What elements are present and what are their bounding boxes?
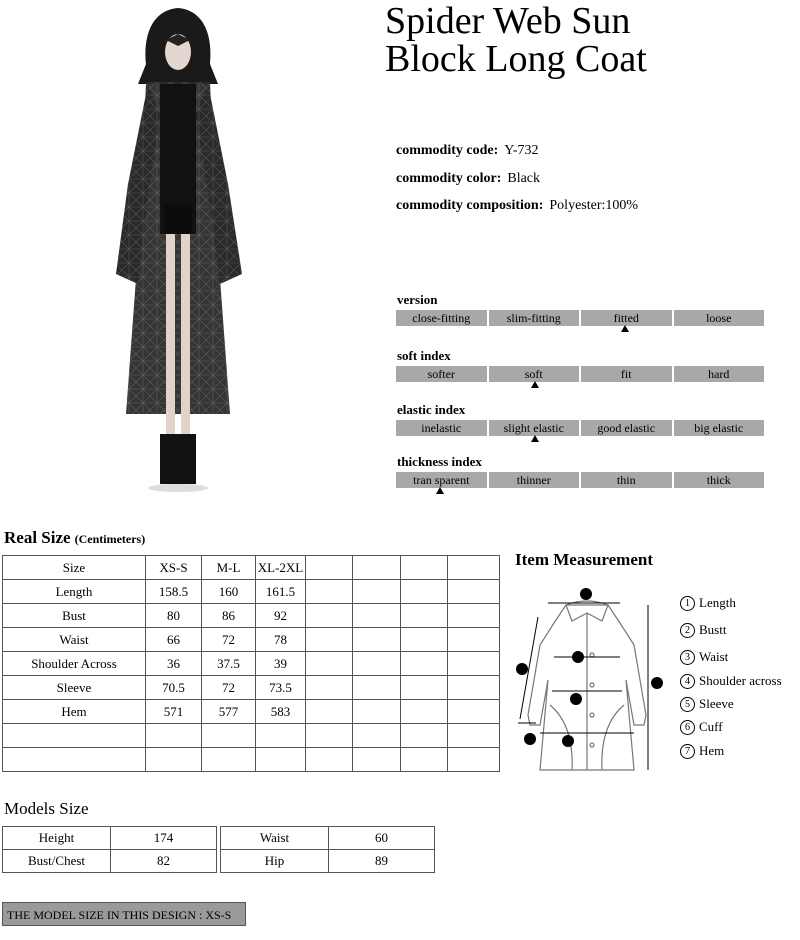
table-cell: XL-2XL [256,556,306,580]
version-option: loose [674,310,765,326]
soft-index-label: soft index [397,348,451,363]
models-size-table-right [220,826,435,873]
table-cell [401,580,448,604]
table-row [3,556,500,580]
coat-measurement-diagram [514,585,674,780]
table-cell: 577 [202,700,256,724]
table-cell [306,604,353,628]
soft-index-marker-icon [531,381,539,388]
table-cell: Hip [221,850,329,873]
item-measurement-heading: Item Measurement [515,550,654,569]
table-cell [306,676,353,700]
table-cell [353,724,401,748]
table-cell: 72 [202,676,256,700]
table-cell [401,628,448,652]
table-cell: Bust [3,604,146,628]
commodity-composition [396,198,638,214]
legend-item [680,649,728,665]
table-row [3,850,217,873]
table-cell [306,748,353,772]
table-cell: Hem [3,700,146,724]
table-cell [306,580,353,604]
table-row [3,700,500,724]
table-cell: 66 [146,628,202,652]
version-option: slim-fitting [489,310,580,326]
table-cell: Sleeve [3,676,146,700]
legend-number: 1 [680,596,695,611]
table-cell [202,724,256,748]
legend-label: Hem [699,743,725,758]
elastic-index-option: slight elastic [489,420,580,436]
version-marker-icon [621,325,629,332]
thickness-index-label: thickness index [397,454,482,469]
table-cell: 89 [329,850,435,873]
table-row [3,748,500,772]
table-cell: 583 [256,700,306,724]
thickness-index-marker-icon [436,487,444,494]
table-cell: Size [3,556,146,580]
thickness-index-option: tran sparent [396,472,487,488]
table-cell [353,580,401,604]
size-table [2,555,500,772]
table-row [3,676,500,700]
table-cell [306,652,353,676]
version-label: version [397,292,438,307]
table-cell [448,580,500,604]
diagram-marker-6-icon [524,733,536,745]
table-row [221,827,435,850]
table-cell [401,604,448,628]
legend-number: 4 [680,674,695,689]
table-cell: Shoulder Across [3,652,146,676]
table-cell [146,748,202,772]
table-cell: 174 [111,827,217,850]
table-cell [306,628,353,652]
soft-index-option: soft [489,366,580,382]
table-cell [146,724,202,748]
table-row [3,628,500,652]
table-cell [401,676,448,700]
table-cell [401,748,448,772]
table-cell: 60 [329,827,435,850]
legend-label: Waist [699,649,729,664]
legend-number: 2 [680,623,695,638]
legend-number: 7 [680,744,695,759]
product-title-line2: Block Long Coat [385,38,647,80]
table-row [3,604,500,628]
legend-item [680,743,724,759]
models-size-table-left [2,826,217,873]
table-cell: 160 [202,580,256,604]
commodity-composition-label: commodity composition: [396,198,544,213]
elastic-index-label: elastic index [397,402,466,417]
table-cell [353,652,401,676]
table-cell [256,748,306,772]
table-cell: 161.5 [256,580,306,604]
soft-index-option: fit [581,366,672,382]
table-cell [202,748,256,772]
version-option: close-fitting [396,310,487,326]
table-cell [256,724,306,748]
table-cell: 39 [256,652,306,676]
diagram-marker-2-icon [572,651,584,663]
elastic-index-marker-icon [531,435,539,442]
table-cell [448,556,500,580]
table-cell: 37.5 [202,652,256,676]
table-cell: 78 [256,628,306,652]
table-cell: 73.5 [256,676,306,700]
table-row [221,850,435,873]
table-cell [353,700,401,724]
commodity-color-label: commodity color: [396,171,502,186]
table-cell [353,628,401,652]
commodity-color-value: Black [507,171,541,186]
commodity-composition-value: Polyester:100% [549,198,639,213]
table-cell [401,652,448,676]
thickness-index-option: thin [581,472,672,488]
commodity-code-label: commodity code: [396,143,499,158]
table-row [3,580,500,604]
table-cell: 86 [202,604,256,628]
table-cell [448,628,500,652]
legend-item [680,595,736,611]
version-option: fitted [581,310,672,326]
real-size-heading [4,528,145,548]
table-cell: 80 [146,604,202,628]
legend-number: 6 [680,720,695,735]
product-photo [108,4,248,494]
table-row [3,827,217,850]
diagram-marker-5-icon [516,663,528,675]
diagram-marker-3-icon [570,693,582,705]
table-cell: Waist [3,628,146,652]
elastic-index-bar [396,420,764,436]
table-cell: Bust/Chest [3,850,111,873]
table-cell: Waist [221,827,329,850]
elastic-index-option: big elastic [674,420,765,436]
diagram-marker-1-icon [651,677,663,689]
elastic-index-option: good elastic [581,420,672,436]
soft-index-option: hard [674,366,765,382]
table-cell [448,724,500,748]
product-title-line1: Spider Web Sun [385,0,631,42]
table-cell: 82 [111,850,217,873]
models-size-heading: Models Size [4,799,89,818]
table-cell: 36 [146,652,202,676]
legend-item [680,622,726,638]
table-cell [448,652,500,676]
table-cell: XS-S [146,556,202,580]
product-title [385,2,647,78]
table-cell [306,724,353,748]
legend-number: 5 [680,697,695,712]
legend-label: Bustt [699,622,727,637]
table-cell: M-L [202,556,256,580]
thickness-index-option: thinner [489,472,580,488]
soft-index-option: softer [396,366,487,382]
real-size-unit: (Centimeters) [74,532,146,546]
commodity-color [396,171,540,187]
commodity-code [396,143,539,159]
table-cell [353,748,401,772]
table-cell [448,748,500,772]
legend-number: 3 [680,650,695,665]
soft-index-bar [396,366,764,382]
diagram-marker-4-icon [580,588,592,600]
version-bar [396,310,764,326]
table-cell [401,700,448,724]
legend-label: Sleeve [699,696,734,711]
thickness-index-bar [396,472,764,488]
diagram-marker-7-icon [562,735,574,747]
legend-item [680,696,734,712]
table-cell [306,556,353,580]
legend-item [680,673,782,689]
elastic-index-option: inelastic [396,420,487,436]
table-cell [401,724,448,748]
table-cell [448,676,500,700]
table-cell: 70.5 [146,676,202,700]
legend-label: Length [699,595,736,610]
table-cell [3,748,146,772]
table-cell: Height [3,827,111,850]
table-row [3,652,500,676]
table-cell [353,556,401,580]
commodity-code-value: Y-732 [504,143,539,158]
table-cell [353,604,401,628]
table-cell [448,700,500,724]
table-cell: 571 [146,700,202,724]
table-cell [3,724,146,748]
legend-label: Cuff [699,719,723,734]
table-cell [401,556,448,580]
model-size-banner: THE MODEL SIZE IN THIS DESIGN : XS-S [2,902,246,926]
table-cell: 158.5 [146,580,202,604]
thickness-index-option: thick [674,472,765,488]
table-cell: 92 [256,604,306,628]
table-cell [353,676,401,700]
table-cell: 72 [202,628,256,652]
table-cell [448,604,500,628]
legend-label: Shoulder across [699,673,782,688]
legend-item [680,719,723,735]
table-cell: Length [3,580,146,604]
table-cell [306,700,353,724]
real-size-title: Real Size [4,528,71,547]
table-row [3,724,500,748]
